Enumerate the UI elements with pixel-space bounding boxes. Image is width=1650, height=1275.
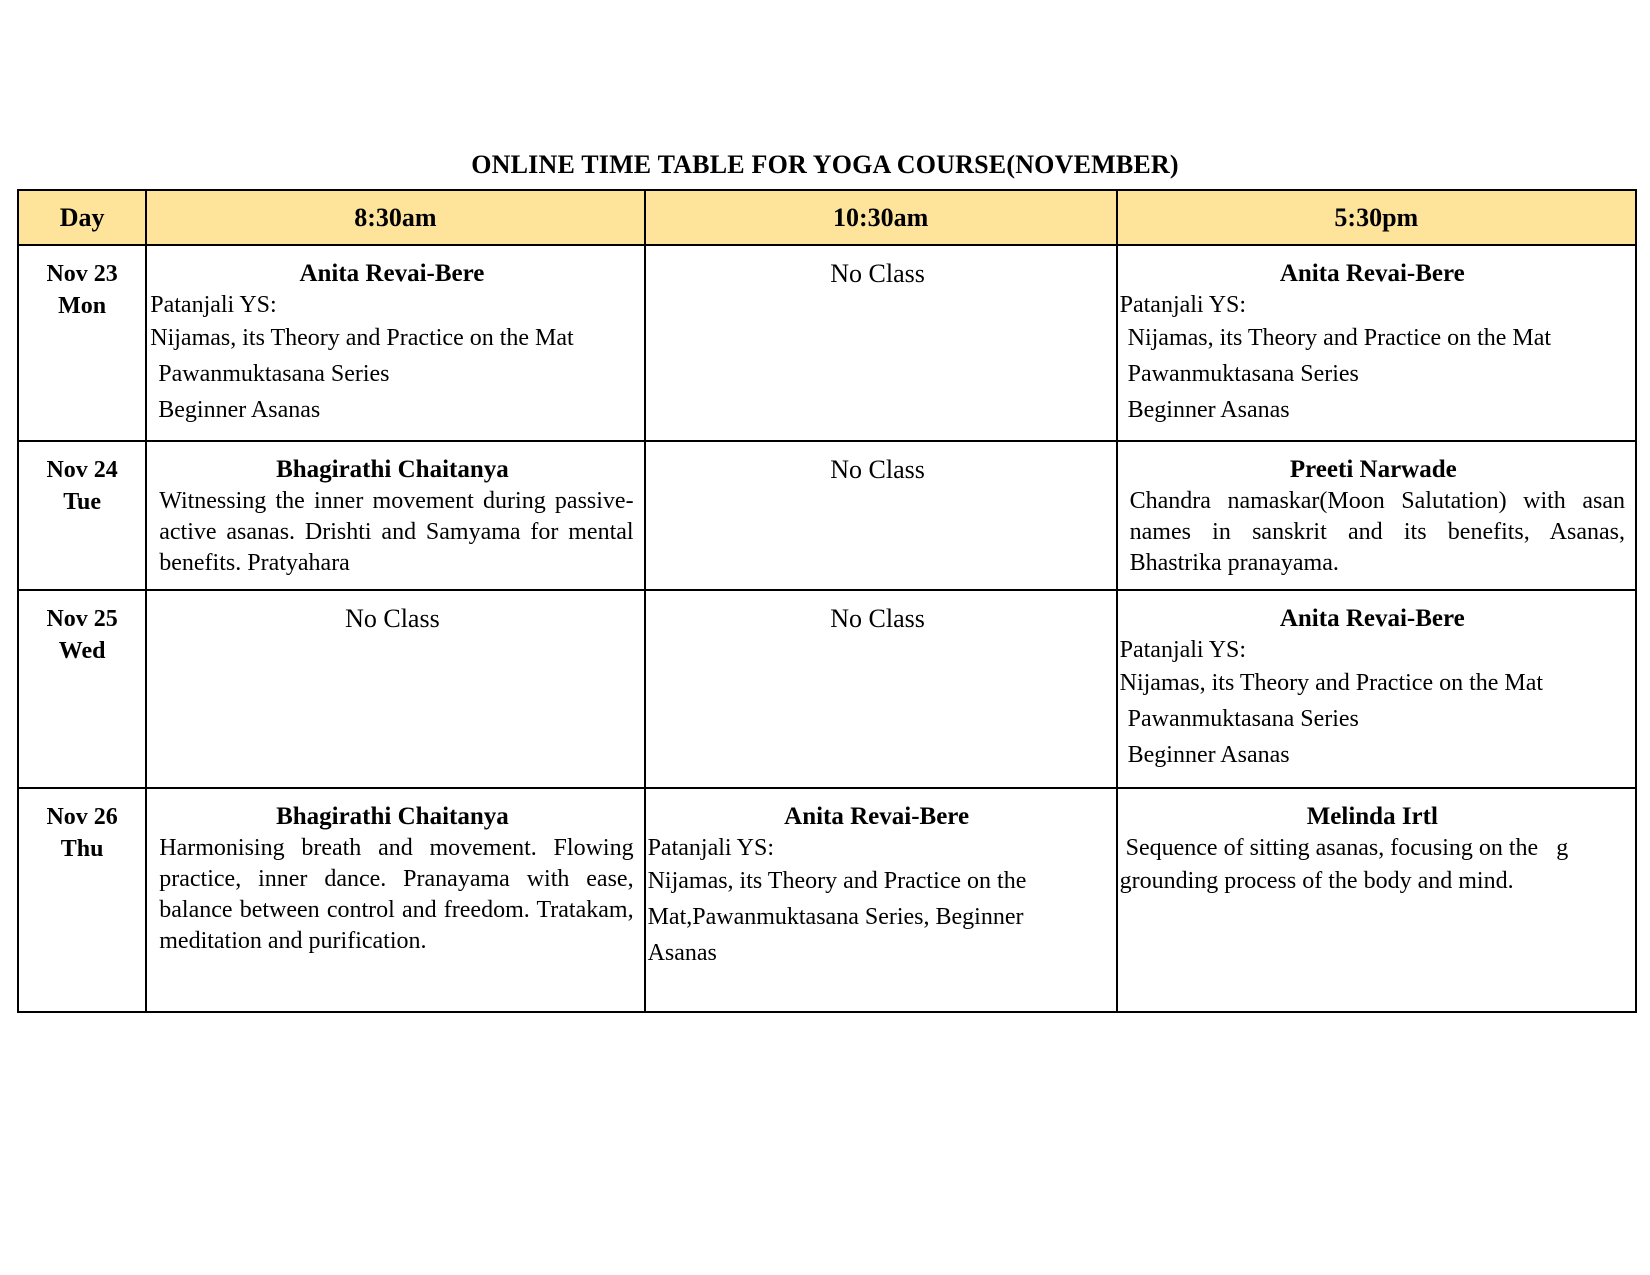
header-day: Day: [18, 190, 146, 245]
instructor-name: Melinda Irtl: [1306, 803, 1438, 830]
session-line: Patanjali YS:: [647, 835, 775, 861]
header-slot-830am: 8:30am: [146, 190, 644, 245]
session-line: Nijamas, its Theory and Practice on the: [647, 868, 1027, 894]
session-description: Witnessing the inner movement during passive-active asanas. Drishti and Samyama for mental benefits. Pratyahara: [159, 488, 634, 576]
session-line: Pawanmuktasana Series: [1127, 706, 1359, 732]
day-cell: [18, 441, 146, 590]
session-line: Pawanmuktasana Series: [1127, 361, 1359, 387]
session-cell: [645, 245, 1117, 441]
page-title: ONLINE TIME TABLE FOR YOGA COURSE(NOVEMBER): [471, 150, 1179, 179]
day-date: Nov 24: [46, 457, 118, 483]
day-cell: [18, 788, 146, 1012]
session-line: Asanas: [647, 940, 717, 966]
instructor-name: Bhagirathi Chaitanya: [276, 456, 509, 483]
session-cell: [1117, 590, 1636, 788]
session-cell: [1117, 441, 1636, 590]
session-cell: [645, 788, 1117, 1012]
instructor-name: Anita Revai-Bere: [1279, 260, 1465, 287]
day-weekday: Wed: [58, 638, 106, 664]
session-cell: [645, 590, 1117, 788]
header-row: [18, 190, 1636, 245]
instructor-name: Bhagirathi Chaitanya: [276, 803, 509, 830]
session-line: Patanjali YS:: [1119, 637, 1247, 663]
table-row: [18, 441, 1636, 590]
instructor-name: Anita Revai-Bere: [1279, 605, 1465, 632]
session-cell: [1117, 245, 1636, 441]
no-class-label: No Class: [830, 455, 925, 484]
day-weekday: Thu: [60, 836, 104, 862]
header-slot-1030am: 10:30am: [645, 190, 1117, 245]
header-slot-530pm: 5:30pm: [1117, 190, 1636, 245]
no-class-label: No Class: [830, 604, 925, 633]
instructor-name: Anita Revai-Bere: [784, 803, 970, 830]
session-cell: [146, 245, 644, 441]
table-row: [18, 788, 1636, 1012]
session-line: Patanjali YS:: [1119, 292, 1247, 318]
session-line: Sequence of sitting asanas, focusing on the g: [1119, 835, 1569, 861]
session-description: Chandra namaskar(Moon Salutation) with asan names in sanskrit and its benefits, Asanas, Bhastrika pranayama.: [1129, 488, 1625, 576]
session-line: Nijamas, its Theory and Practice on the Mat: [1127, 325, 1552, 351]
session-line: Beginner Asanas: [158, 397, 321, 423]
instructor-name: Preeti Narwade: [1289, 456, 1457, 483]
session-line: Beginner Asanas: [1127, 397, 1290, 423]
session-line: Patanjali YS:: [150, 292, 277, 318]
timetable: [17, 189, 1637, 1013]
day-cell: [18, 245, 146, 441]
session-cell: [1117, 788, 1636, 1012]
no-class-label: No Class: [830, 259, 925, 288]
day-cell: [18, 590, 146, 788]
session-line: Beginner Asanas: [1127, 742, 1290, 768]
table-row: [18, 245, 1636, 441]
day-date: Nov 26: [46, 804, 118, 830]
session-cell: [146, 590, 644, 788]
session-description: Harmonising breath and movement. Flowing practice, inner dance. Pranayama with ease, balance between control and freedom. Tratakam, meditation and purification.: [159, 835, 634, 954]
day-weekday: Mon: [58, 293, 107, 319]
session-cell: [645, 441, 1117, 590]
session-line: Nijamas, its Theory and Practice on the Mat: [1119, 670, 1544, 696]
session-cell: [146, 441, 644, 590]
session-line: Mat,Pawanmuktasana Series, Beginner: [647, 904, 1024, 930]
session-line: Pawanmuktasana Series: [158, 361, 390, 387]
session-cell: [146, 788, 644, 1012]
day-date: Nov 23: [46, 261, 118, 287]
instructor-name: Anita Revai-Bere: [299, 260, 485, 287]
day-weekday: Tue: [63, 489, 102, 515]
session-line: Nijamas, its Theory and Practice on the Mat: [150, 325, 574, 351]
session-line: grounding process of the body and mind.: [1119, 868, 1514, 894]
no-class-label: No Class: [345, 604, 440, 633]
table-row: [18, 590, 1636, 788]
day-date: Nov 25: [46, 606, 118, 632]
